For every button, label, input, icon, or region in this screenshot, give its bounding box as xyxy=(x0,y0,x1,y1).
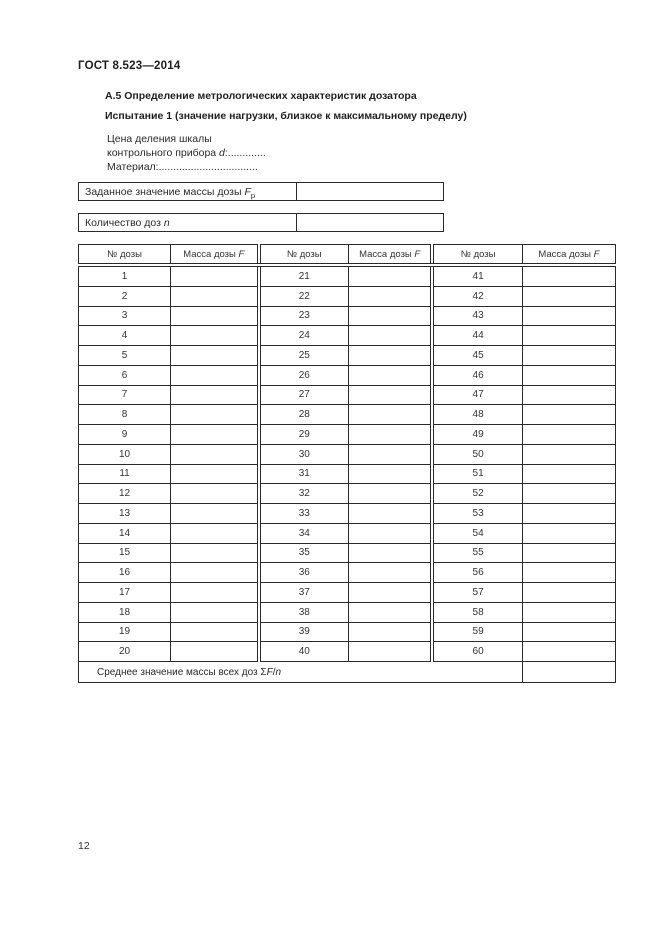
dose-mass-cell xyxy=(522,563,615,583)
dose-number-cell: 15 xyxy=(79,543,171,563)
col-header-dose-mass: Масса дозы F xyxy=(171,245,259,266)
dose-number-cell: 2 xyxy=(79,286,171,306)
dose-number-cell: 60 xyxy=(432,642,522,662)
dose-table xyxy=(78,244,616,683)
dose-number-cell: 7 xyxy=(79,385,171,405)
dose-mass-cell xyxy=(171,385,259,405)
dose-mass-cell xyxy=(171,523,259,543)
dose-number-cell: 35 xyxy=(259,543,349,563)
dose-table-header-row xyxy=(79,245,616,266)
dose-number-cell: 52 xyxy=(432,484,522,504)
dose-mass-cell xyxy=(171,425,259,445)
dose-mass-cell xyxy=(171,464,259,484)
dose-mass-cell xyxy=(171,583,259,603)
dose-mass-cell xyxy=(522,365,615,385)
dose-mass-cell xyxy=(522,543,615,563)
dose-mass-cell xyxy=(349,504,433,524)
dose-mass-cell xyxy=(171,622,259,642)
dose-count-field xyxy=(78,213,444,232)
dose-mass-cell xyxy=(522,286,615,306)
col-header-dose-mass: Масса дозы F xyxy=(522,245,615,266)
dose-number-cell: 48 xyxy=(432,405,522,425)
dose-mass-cell xyxy=(171,484,259,504)
dose-number-cell: 38 xyxy=(259,602,349,622)
dose-mass-cell xyxy=(349,464,433,484)
dose-number-cell: 44 xyxy=(432,326,522,346)
dose-mass-cell xyxy=(522,464,615,484)
dose-number-cell: 6 xyxy=(79,365,171,385)
dose-number-cell: 5 xyxy=(79,346,171,366)
dose-count-value xyxy=(297,214,444,232)
section-heading: А.5 Определение метрологических характеристик дозатора xyxy=(105,90,417,102)
col-header-dose-mass: Масса дозы F xyxy=(349,245,433,266)
dose-mass-cell xyxy=(171,504,259,524)
dose-mass-cell xyxy=(522,425,615,445)
dose-mass-cell xyxy=(171,306,259,326)
dose-mass-setpoint-field xyxy=(78,182,444,201)
dose-mass-cell xyxy=(349,346,433,366)
dose-number-cell: 30 xyxy=(259,444,349,464)
dose-number-cell: 17 xyxy=(79,583,171,603)
dose-number-cell: 50 xyxy=(432,444,522,464)
dose-number-cell: 8 xyxy=(79,405,171,425)
dose-number-cell: 24 xyxy=(259,326,349,346)
dose-number-cell: 10 xyxy=(79,444,171,464)
col-header-dose-no: № дозы xyxy=(79,245,171,266)
dose-number-cell: 57 xyxy=(432,583,522,603)
dose-mass-cell xyxy=(522,265,615,286)
dose-mass-cell xyxy=(522,484,615,504)
table-row xyxy=(79,306,616,326)
dose-number-cell: 12 xyxy=(79,484,171,504)
dose-number-cell: 37 xyxy=(259,583,349,603)
dose-mass-cell xyxy=(171,346,259,366)
scale-division-line-2: контрольного прибора d:............. xyxy=(107,147,266,159)
dose-mass-cell xyxy=(349,405,433,425)
dose-mass-cell xyxy=(349,444,433,464)
dose-mass-cell xyxy=(349,484,433,504)
dose-number-cell: 22 xyxy=(259,286,349,306)
table-row xyxy=(79,523,616,543)
dose-number-cell: 11 xyxy=(79,464,171,484)
dose-mass-cell xyxy=(349,365,433,385)
dose-number-cell: 47 xyxy=(432,385,522,405)
dose-number-cell: 29 xyxy=(259,425,349,445)
table-row xyxy=(79,602,616,622)
dose-mass-cell xyxy=(349,523,433,543)
dose-number-cell: 58 xyxy=(432,602,522,622)
table-row xyxy=(79,563,616,583)
dose-mass-cell xyxy=(171,444,259,464)
dose-mass-cell xyxy=(522,504,615,524)
table-row xyxy=(79,365,616,385)
dose-number-cell: 1 xyxy=(79,265,171,286)
table-row xyxy=(79,425,616,445)
dose-number-cell: 40 xyxy=(259,642,349,662)
dose-number-cell: 26 xyxy=(259,365,349,385)
table-row xyxy=(79,286,616,306)
dose-mass-cell xyxy=(349,306,433,326)
table-row xyxy=(79,385,616,405)
dose-number-cell: 14 xyxy=(79,523,171,543)
dose-mass-cell xyxy=(522,346,615,366)
dose-number-cell: 56 xyxy=(432,563,522,583)
dose-number-cell: 45 xyxy=(432,346,522,366)
dose-number-cell: 42 xyxy=(432,286,522,306)
doc-number: ГОСТ 8.523—2014 xyxy=(78,60,181,72)
dose-mass-cell xyxy=(522,385,615,405)
dose-number-cell: 13 xyxy=(79,504,171,524)
page-number: 12 xyxy=(78,840,90,852)
dose-number-cell: 21 xyxy=(259,265,349,286)
dose-mass-cell xyxy=(171,286,259,306)
dose-number-cell: 51 xyxy=(432,464,522,484)
dose-number-cell: 3 xyxy=(79,306,171,326)
table-row xyxy=(79,346,616,366)
dose-number-cell: 55 xyxy=(432,543,522,563)
dose-mass-cell xyxy=(349,563,433,583)
dose-number-cell: 53 xyxy=(432,504,522,524)
dose-number-cell: 25 xyxy=(259,346,349,366)
dose-mass-cell xyxy=(349,385,433,405)
dose-number-cell: 28 xyxy=(259,405,349,425)
dose-number-cell: 20 xyxy=(79,642,171,662)
table-row xyxy=(79,444,616,464)
dose-mass-cell xyxy=(349,286,433,306)
dose-number-cell: 18 xyxy=(79,602,171,622)
dose-mass-cell xyxy=(171,365,259,385)
table-row xyxy=(79,265,616,286)
dose-number-cell: 9 xyxy=(79,425,171,445)
dose-number-cell: 59 xyxy=(432,622,522,642)
table-row xyxy=(79,622,616,642)
table-row xyxy=(79,405,616,425)
average-mass-value xyxy=(522,662,615,683)
dose-mass-cell xyxy=(522,326,615,346)
dose-number-cell: 36 xyxy=(259,563,349,583)
material-line: Материал:.................................. xyxy=(107,161,258,173)
dose-number-cell: 32 xyxy=(259,484,349,504)
dose-mass-cell xyxy=(522,622,615,642)
dose-number-cell: 4 xyxy=(79,326,171,346)
dose-table-footer-row xyxy=(79,662,616,683)
dose-number-cell: 43 xyxy=(432,306,522,326)
dose-mass-cell xyxy=(522,602,615,622)
dose-mass-cell xyxy=(171,265,259,286)
dose-number-cell: 27 xyxy=(259,385,349,405)
dose-number-cell: 49 xyxy=(432,425,522,445)
dose-mass-setpoint-value xyxy=(297,183,444,201)
col-header-dose-no: № дозы xyxy=(432,245,522,266)
dose-mass-cell xyxy=(349,583,433,603)
dose-mass-cell xyxy=(171,543,259,563)
dose-mass-cell xyxy=(522,405,615,425)
test-heading: Испытание 1 (значение нагрузки, близкое к максимальному пределу) xyxy=(105,110,467,122)
dose-mass-cell xyxy=(349,326,433,346)
dose-number-cell: 33 xyxy=(259,504,349,524)
dose-mass-cell xyxy=(171,326,259,346)
dose-number-cell: 41 xyxy=(432,265,522,286)
table-row xyxy=(79,583,616,603)
dose-number-cell: 39 xyxy=(259,622,349,642)
dose-count-label: Количество доз n xyxy=(79,214,297,232)
average-mass-label: Среднее значение массы всех доз ΣF/n xyxy=(79,662,523,683)
dose-number-cell: 23 xyxy=(259,306,349,326)
dose-mass-cell xyxy=(522,523,615,543)
table-row xyxy=(79,642,616,662)
dose-mass-cell xyxy=(522,642,615,662)
table-row xyxy=(79,464,616,484)
dose-table-body xyxy=(79,265,616,662)
dose-number-cell: 16 xyxy=(79,563,171,583)
dose-number-cell: 19 xyxy=(79,622,171,642)
dose-number-cell: 46 xyxy=(432,365,522,385)
intro-block xyxy=(107,132,266,174)
dose-mass-cell xyxy=(522,444,615,464)
dose-mass-cell xyxy=(171,563,259,583)
dose-mass-cell xyxy=(522,306,615,326)
dose-mass-cell xyxy=(522,583,615,603)
dose-mass-cell xyxy=(349,425,433,445)
table-row xyxy=(79,543,616,563)
scale-division-line-1: Цена деления шкалы xyxy=(107,133,212,145)
dose-mass-cell xyxy=(349,543,433,563)
table-row xyxy=(79,504,616,524)
table-row xyxy=(79,326,616,346)
dose-mass-cell xyxy=(349,602,433,622)
dose-number-cell: 31 xyxy=(259,464,349,484)
table-row xyxy=(79,484,616,504)
dose-mass-cell xyxy=(349,642,433,662)
dose-mass-cell xyxy=(349,265,433,286)
dose-mass-cell xyxy=(171,642,259,662)
dose-number-cell: 54 xyxy=(432,523,522,543)
dose-mass-cell xyxy=(171,602,259,622)
dose-mass-cell xyxy=(349,622,433,642)
dose-number-cell: 34 xyxy=(259,523,349,543)
col-header-dose-no: № дозы xyxy=(259,245,349,266)
dose-mass-cell xyxy=(171,405,259,425)
dose-mass-setpoint-label: Заданное значение массы дозы $F_p$ xyxy=(79,183,297,201)
